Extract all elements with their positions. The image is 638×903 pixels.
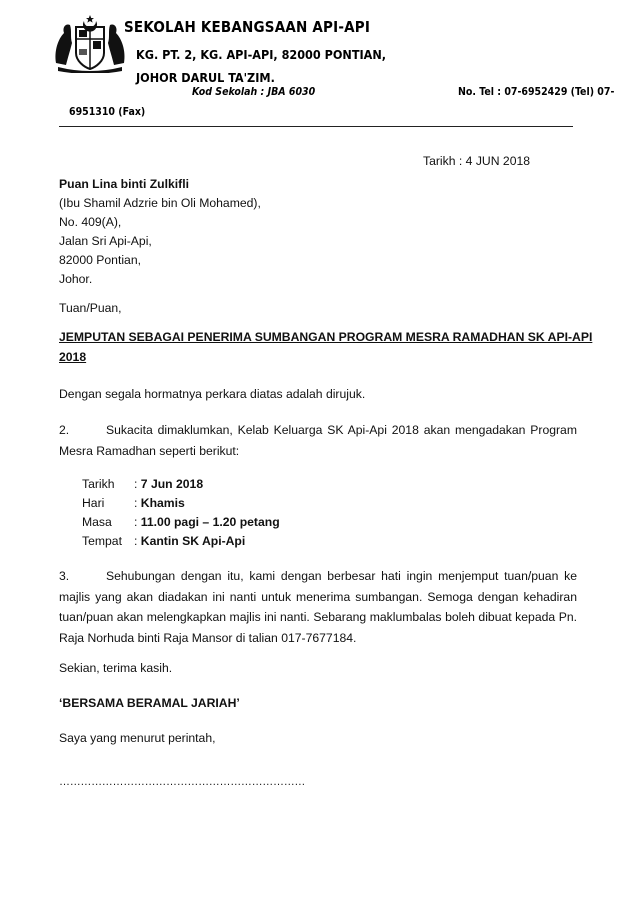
- detail-value: 7 Jun 2018: [140, 477, 204, 491]
- recipient-line: (Ibu Shamil Adzrie bin Oli Mohamed),: [59, 196, 261, 210]
- school-address-line1: KG. PT. 2, KG. API-API, 82000 PONTIAN,: [136, 47, 387, 62]
- detail-value: 11.00 pagi – 1.20 petang: [140, 515, 280, 529]
- detail-label: Masa: [82, 515, 112, 529]
- header-divider: [59, 126, 573, 127]
- recipient-line: No. 409(A),: [59, 215, 122, 229]
- paragraph-2: [59, 420, 577, 461]
- detail-value: Kantin SK Api-Api: [140, 534, 246, 548]
- motto: ‘BERSAMA BERAMAL JARIAH’: [59, 696, 240, 710]
- paragraph-text: Sehubungan dengan itu, kami dengan berbesar hati ingin menjemput tuan/puan ke majlis yang akan diadakan ini nanti untuk menerima sumbangan. Semoga dengan kehadiran tuan/puan akan melengkapkan majlis ini nanti. Sebarang maklumbalas boleh dibuat kepada Pn. Raja Norhuda binti Raja Mansor di talian 017-7677184.: [59, 569, 577, 645]
- subject-line: JEMPUTAN SEBAGAI PENERIMA SUMBANGAN PROGRAM MESRA RAMADHAN SK API-API: [59, 330, 593, 344]
- detail-separator: :: [134, 515, 138, 529]
- detail-separator: :: [134, 534, 138, 548]
- detail-label: Hari: [82, 496, 105, 510]
- school-fax: 6951310 (Fax): [69, 106, 146, 118]
- paragraph-3: [59, 566, 577, 648]
- sign-off: Saya yang menurut perintah,: [59, 731, 216, 745]
- recipient-name: Puan Lina binti Zulkifli: [59, 177, 189, 191]
- detail-separator: :: [134, 496, 138, 510]
- paragraph-number: 2.: [59, 423, 70, 437]
- signature-line: ……………………………………………………………: [59, 776, 306, 788]
- paragraph-number: 3.: [59, 569, 70, 583]
- detail-row-venue: [82, 533, 245, 550]
- letter-date: Tarikh : 4 JUN 2018: [423, 154, 531, 168]
- subject-line: 2018: [59, 350, 87, 364]
- school-phone: No. Tel : 07-6952429 (Tel) 07-: [458, 86, 615, 98]
- recipient-line: Johor.: [59, 272, 93, 286]
- detail-row-time: [82, 514, 280, 531]
- school-address-line2: JOHOR DARUL TA'ZIM.: [136, 70, 275, 85]
- paragraph-text: Sukacita dimaklumkan, Kelab Keluarga SK Api-Api 2018 akan mengadakan Program Mesra Ramadhan seperti berikut:: [59, 423, 577, 458]
- closing-line: Sekian, terima kasih.: [59, 661, 173, 675]
- detail-value: Khamis: [140, 496, 185, 510]
- school-name: SEKOLAH KEBANGSAAN API-API: [124, 18, 371, 36]
- detail-label: Tempat: [82, 534, 122, 548]
- detail-label: Tarikh: [82, 477, 115, 491]
- school-code: Kod Sekolah : JBA 6030: [192, 86, 316, 98]
- detail-row-date: [82, 476, 203, 493]
- detail-separator: :: [134, 477, 138, 491]
- recipient-line: Jalan Sri Api-Api,: [59, 234, 152, 248]
- recipient-line: 82000 Pontian,: [59, 253, 141, 267]
- school-crest-logo: [50, 13, 130, 73]
- intro-paragraph: Dengan segala hormatnya perkara diatas adalah dirujuk.: [59, 387, 366, 401]
- detail-row-day: [82, 495, 185, 512]
- salutation: Tuan/Puan,: [59, 301, 122, 315]
